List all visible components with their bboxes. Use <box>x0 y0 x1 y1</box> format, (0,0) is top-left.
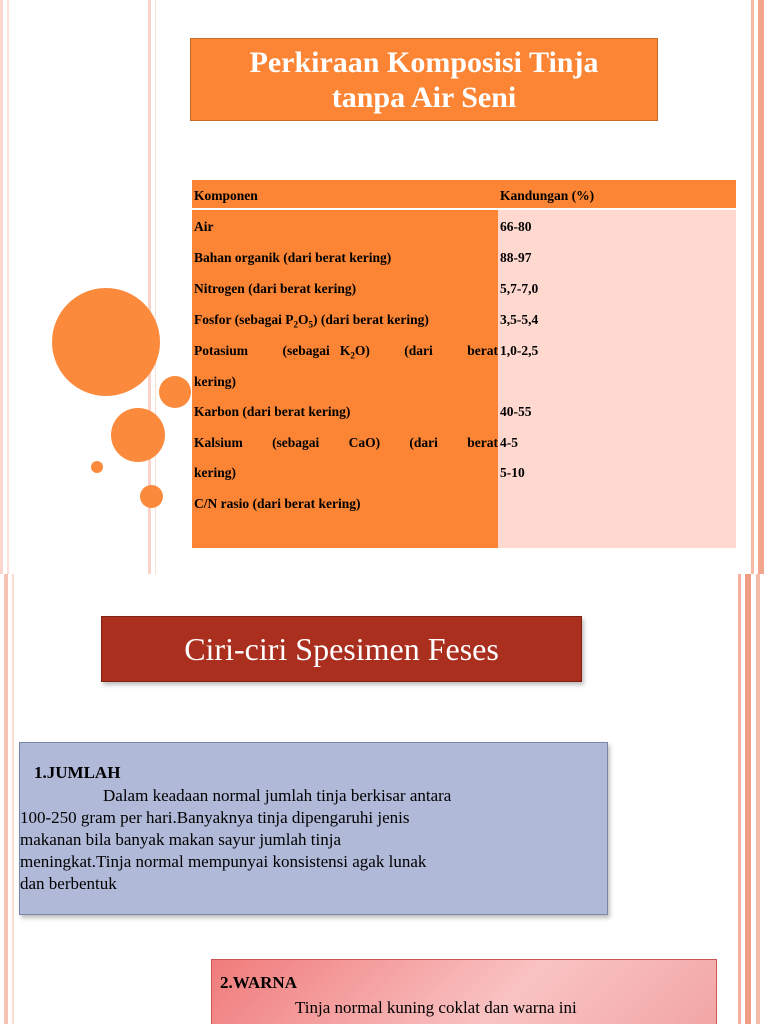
slide-title <box>190 38 658 121</box>
row-organic-name: Bahan organik (dari berat kering) <box>194 250 392 265</box>
row-kalsium-name: Kalsium (sebagai CaO) (dari berat <box>194 435 498 450</box>
row-cn-value: 5-10 <box>500 465 525 480</box>
small-circle <box>159 376 191 408</box>
row-kalsium-value: 4-5 <box>500 435 518 450</box>
slide-title: Ciri-ciri Spesimen Feses <box>101 616 582 682</box>
small-circle-2 <box>140 485 163 508</box>
left-stripe <box>0 0 3 574</box>
row-air-name: Air <box>194 219 214 234</box>
table-left-column <box>192 180 498 548</box>
jumlah-line-5: dan berbentuk <box>20 874 117 893</box>
row-karbon-name: Karbon (dari berat kering) <box>194 404 351 419</box>
medium-circle <box>111 408 165 462</box>
warna-line-1: Tinja normal kuning coklat dan warna ini <box>295 998 577 1017</box>
warna-heading: 2.WARNA <box>220 973 297 992</box>
row-nitrogen-value: 5,7-7,0 <box>500 281 539 296</box>
jumlah-line-4: meningkat.Tinja normal mempunyai konsistensi agak lunak <box>20 852 427 871</box>
row-potasium-line2: kering) <box>194 374 236 389</box>
row-potasium-name: Potasium (sebagai $K_2O$) (dari berat <box>194 343 498 361</box>
left-stripe-thin <box>12 574 14 1024</box>
right-stripe <box>751 0 754 574</box>
jumlah-line-1: Dalam keadaan normal jumlah tinja berkisar antara <box>103 786 452 805</box>
title-line-2: tanpa Air Seni <box>331 80 517 114</box>
row-karbon-value: 40-55 <box>500 404 532 419</box>
jumlah-heading: 1.JUMLAH <box>34 763 121 782</box>
jumlah-line-3: makanan bila banyak makan sayur jumlah tinja <box>20 830 342 849</box>
header-content: Kandungan (%) <box>500 188 595 203</box>
warna-box <box>211 959 717 1024</box>
jumlah-box <box>19 742 608 915</box>
row-potasium-value: 1,0-2,5 <box>500 343 539 358</box>
left-stripe-thin <box>7 0 9 574</box>
jumlah-line-2: 100-250 gram per hari.Banyaknya tinja dipengaruhi jenis <box>20 808 410 827</box>
right-stripe-outer <box>756 574 760 1024</box>
row-organic-value: 88-97 <box>500 250 532 265</box>
title-line-1: Perkiraan Komposisi Tinja <box>249 45 599 79</box>
tiny-circle <box>91 461 103 473</box>
row-nitrogen-name: Nitrogen (dari berat kering) <box>194 281 357 296</box>
right-stripe <box>738 574 741 1024</box>
large-circle <box>52 288 160 396</box>
table-right-column <box>498 180 736 548</box>
header-component: Komponen <box>194 188 258 203</box>
table-header-divider <box>192 208 736 210</box>
row-cn-name: C/N rasio (dari berat kering) <box>194 496 361 511</box>
right-stripe-thick <box>745 574 751 1024</box>
row-kalsium-line2: kering) <box>194 465 236 480</box>
left-stripe <box>4 574 8 1024</box>
row-fosfor-name: Fosfor (sebagai $P_2O_5$) (dari berat kering) <box>194 312 429 330</box>
row-air-value: 66-80 <box>500 219 532 234</box>
right-stripe-thick <box>758 0 764 574</box>
slide-characteristics <box>0 574 768 1024</box>
row-fosfor-value: 3,5-5,4 <box>500 312 539 327</box>
